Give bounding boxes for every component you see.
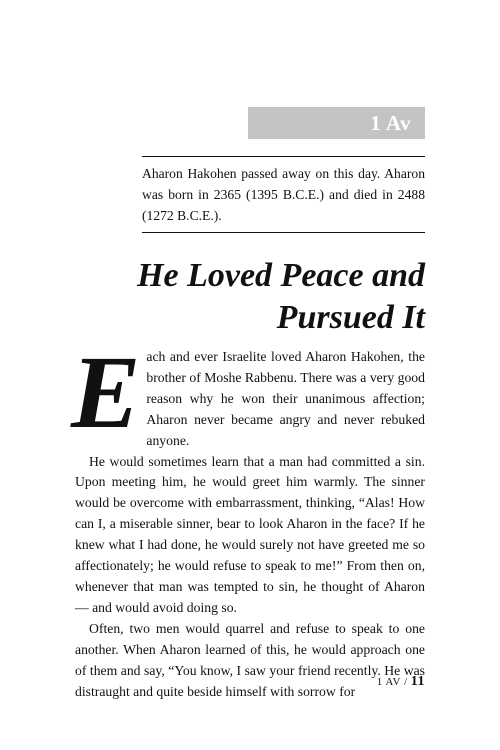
- date-banner: [248, 107, 425, 139]
- paragraph-3: Often, two men would quarrel and refuse to speak to one another. When Aharon learned of this, he would approach one of them and say, “You know, I saw your friend recently. He was distraught and quite beside himself with sorrow for: [75, 620, 425, 699]
- chapter-title-line-2: Pursued It: [276, 299, 425, 336]
- paragraph-1: [71, 335, 425, 452]
- date-label: 1 Av: [370, 110, 411, 135]
- page-number: 11: [410, 674, 425, 689]
- chapter-title-line-1: He Loved Peace and: [137, 257, 425, 294]
- running-head: 1 AV /: [376, 676, 408, 688]
- paragraph-1-text: ach and ever Israelite loved Aharon Hakohen, the brother of Moshe Rabbenu. There was a very good reason why he won their unanimous affection; Aharon never became angry and never rebuked anyone.: [146, 349, 425, 448]
- page-footer: [377, 674, 425, 690]
- chapter-title: [137, 255, 425, 339]
- body-text: [71, 335, 425, 702]
- drop-cap: E: [71, 335, 141, 450]
- historical-note: Aharon Hakohen passed away on this day. Aharon was born in 2365 (1395 B.C.E.) and died in 2488 (1272 B.C.E.).: [142, 156, 425, 233]
- paragraph-2: He would sometimes learn that a man had committed a sin. Upon meeting him, he would greet him warmly. The sinner would be overcome with embarrassment, thinking, “Alas! How can I, a miserable sinner, bear to look Aharon in the face? If he knew what I had done, he would surely not have greeted me so affectionately; he would refuse to speak to me!” From then on, whenever that man was tempted to sin, he thought of Aharon — and would avoid doing so.: [75, 453, 425, 615]
